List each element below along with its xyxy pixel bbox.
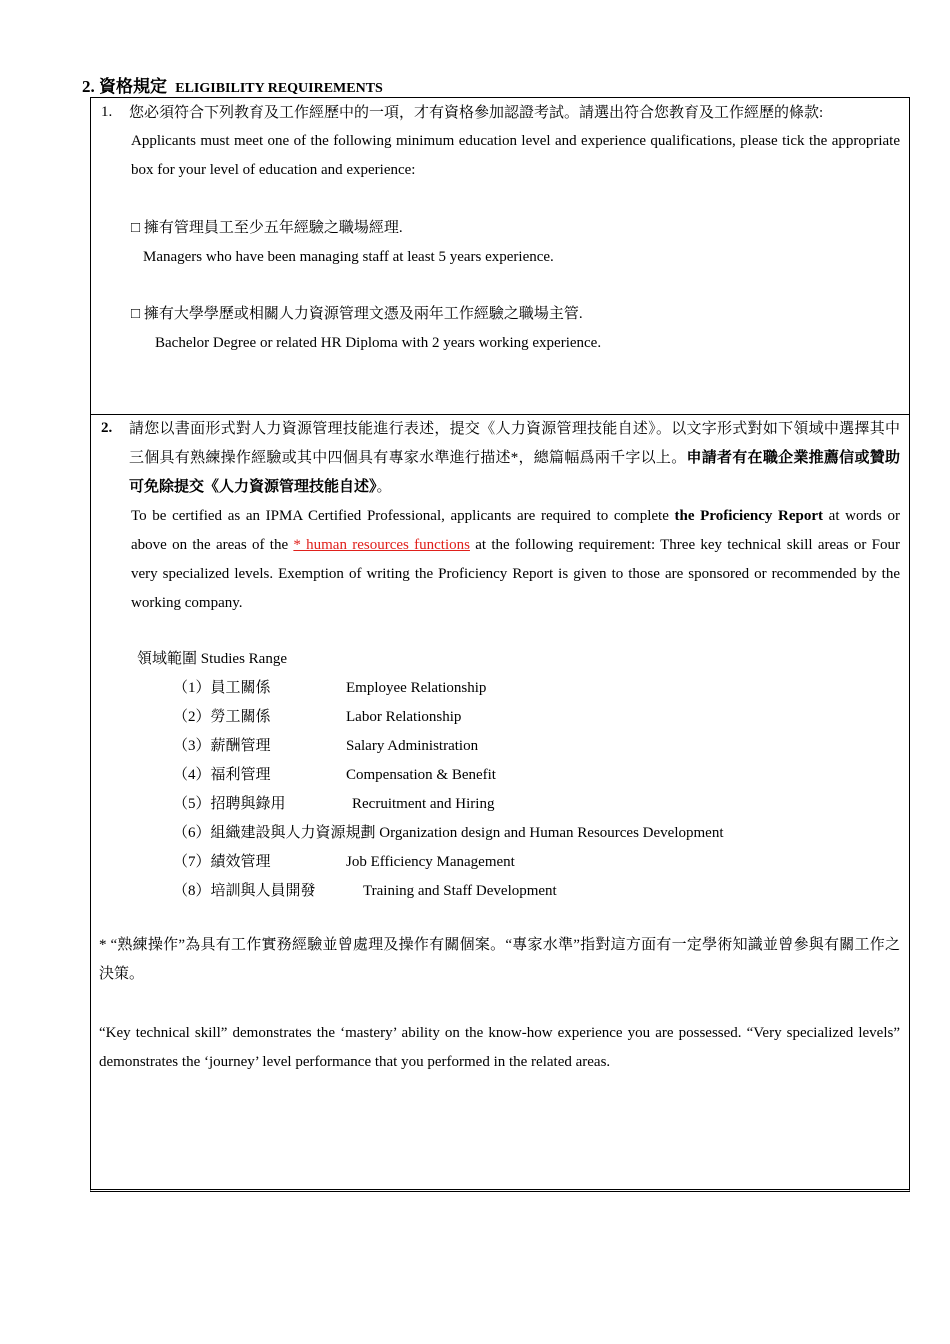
intro-zh-2 [129, 415, 900, 502]
intro-zh-1: 您必須符合下列教育及工作經歷中的一項，才有資格參加認證考試。請選出符合您教育及工作經歷的條款: [129, 105, 824, 121]
intro-en-2-part3: at the following requirement: Three key technical skill areas or Four very specialized levels. Exemption of writing the Proficiency Report is given to those are sponsored or recommended by the working company. [131, 537, 900, 611]
study-5-en: Recruitment and Hiring [352, 796, 495, 812]
requirement-box-1 [90, 97, 910, 416]
study-6-en: Organization design and Human Resources Development [379, 825, 724, 841]
study-1-zh: （1）員工關係 [173, 680, 271, 696]
studies-range-title: 領域範圍 Studies Range [137, 651, 287, 667]
footnote-zh: * “熟練操作”為具有工作實務經驗並曾處理及操作有關個案。“專家水準”指對這方面有一定學術知識並曾參與有關工作之決策。 [99, 937, 900, 982]
item-number-2: 2. [101, 420, 113, 436]
study-6 [173, 823, 723, 843]
study-3-zh: （3）薪酬管理 [173, 738, 271, 754]
section-heading [82, 72, 383, 97]
study-1-en: Employee Relationship [346, 680, 487, 696]
intro-en-2-part1: To be certified as an IPMA Certified Professional, applicants are required to complete [131, 508, 675, 524]
option-2-checkbox[interactable]: □ [131, 306, 141, 322]
intro-zh-2-text: 請您以書面形式對人力資源管理技能進行表述，提交《人力資源管理技能自述》。以文字形式對如下領域中選擇其中三個具有熟練操作經驗或其中四個具有專家水準進行描述*，總篇幅爲兩千字以上。 [129, 421, 900, 466]
proficiency-report-label: the Proficiency Report [674, 508, 824, 524]
intro-en-2-part2: at words or above on the areas of the [131, 508, 900, 553]
option-1-checkbox[interactable]: □ [131, 220, 141, 236]
option-1-zh [131, 218, 403, 238]
study-7-zh: （7）績效管理 [173, 854, 271, 870]
option-2-zh-text: 擁有大學學歷或相關人力資源管理文憑及兩年工作經驗之職場主管. [143, 306, 583, 322]
heading-number: 2. [82, 77, 95, 96]
study-2-en: Labor Relationship [346, 709, 462, 725]
intro-zh-2-end: 。 [376, 479, 392, 495]
study-6-zh: （6）組織建設與人力資源規劃 [173, 825, 376, 841]
intro-zh-2-bold: 申請者有在職企業推薦信或贊助可免除提交《人力資源管理技能自述》 [129, 450, 900, 495]
option-2-zh [131, 304, 583, 324]
study-4-en: Compensation & Benefit [346, 767, 496, 783]
footnote-en: “Key technical skill” demonstrates the ‘mastery’ ability on the know-how experience you are possessed. “Very specialized levels” demonstrates the ‘journey’ level performance that you performed in the related areas. [99, 1025, 900, 1070]
study-4-zh: （4）福利管理 [173, 767, 271, 783]
intro-en-1: Applicants must meet one of the following minimum education level and experience qualifications, please tick the appropriate box for your level of education and experience: [131, 133, 900, 178]
study-2-zh: （2）勞工關係 [173, 709, 271, 725]
study-7-en: Job Efficiency Management [346, 854, 515, 870]
hr-functions-link[interactable]: * human resources functions [293, 537, 470, 553]
study-8-zh: （8）培訓與人員開發 [173, 883, 316, 899]
option-1-zh-text: 擁有管理員工至少五年經驗之職場經理. [143, 220, 403, 236]
heading-title-zh: 資格規定 [99, 77, 167, 96]
option-1-en: Managers who have been managing staff at least 5 years experience. [143, 249, 554, 265]
heading-title-en: ELIGIBILITY REQUIREMENTS [175, 81, 383, 96]
intro-en-2 [131, 502, 900, 618]
item-number-1: 1. [101, 104, 113, 120]
study-5-zh: （5）招聘與錄用 [173, 796, 286, 812]
requirement-box-2 [90, 414, 910, 1192]
option-2-en: Bachelor Degree or related HR Diploma with 2 years working experience. [155, 335, 602, 351]
study-8-en: Training and Staff Development [363, 883, 557, 899]
study-3-en: Salary Administration [346, 738, 479, 754]
